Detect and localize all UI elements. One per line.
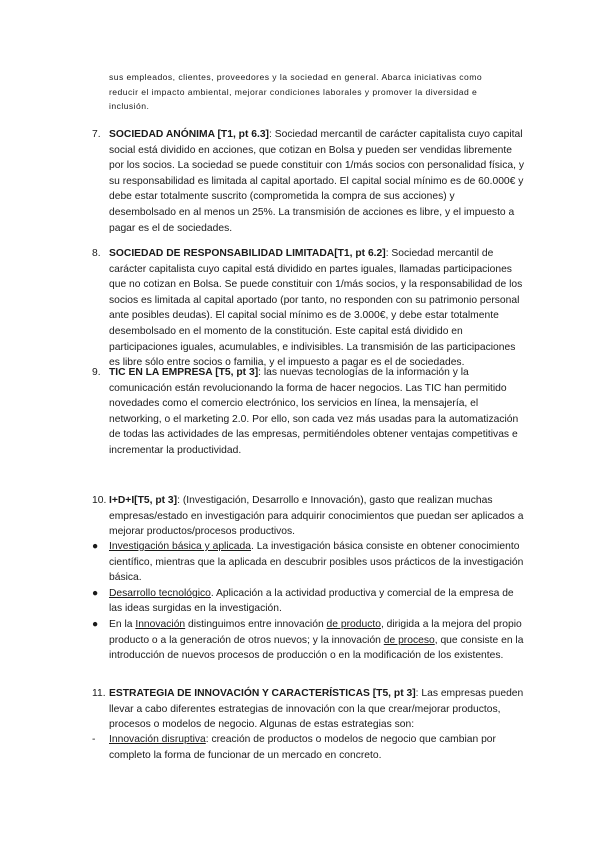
item-title: TIC EN LA EMPRESA [T5, pt 3] [109, 367, 259, 378]
bullet-underlined-term: de proceso [383, 634, 435, 646]
list-item-9 [92, 365, 524, 459]
dash-text: : creación de productos o modelos de negocio que cambian por completo la forma de funcionar de un mercado en concreto. [109, 734, 496, 761]
item-title: I+D+I[T5, pt 3] [109, 495, 178, 506]
bullet-icon: ● [92, 618, 99, 630]
list-item-11 [92, 686, 524, 733]
list-item-10 [92, 493, 524, 540]
item-number: 7. [92, 129, 101, 140]
bullet-text: . Aplicación a la actividad productiva y comercial de la empresa de las ideas surgidas en la investigación. [109, 587, 514, 615]
item-text: : Sociedad mercantil de carácter capitalista cuyo capital está dividido en partes iguales, llamadas participaciones que no cotizan en Bolsa. Se puede constituir con 1/más socios, y la responsabilidad de los socios es limitada al capital aportado (por tanto, no responden con su patrimonio personal ante posibles deudas). El capital social mínimo es de 3.000€, y debe estar totalmente desembolsado en el momento de la constitución. Este capital está dividido en participaciones iguales, acumulables, e indivisibles. La transmisión de las participaciones es libre sólo entre socios o familia, y el impuesto a pagar es el de sociedades. [109, 248, 523, 369]
dash-lead: Innovación disruptiva [109, 734, 206, 745]
item-title: SOCIEDAD DE RESPONSABILIDAD LIMITADA[T1, pt 6.2] [109, 248, 386, 259]
intro-line: sus empleados, clientes, proveedores y la sociedad en general. Abarca iniciativas como [109, 72, 483, 82]
item-number: 9. [92, 367, 101, 378]
bullet-item [92, 539, 524, 586]
list-item-7 [92, 127, 524, 236]
bullet-item [92, 617, 524, 664]
intro-line: inclusión. [109, 101, 150, 112]
bullet-underlined-term: de producto [326, 618, 381, 630]
item-text: : (Investigación, Desarrollo e Innovación), gasto que realizan muchas empresas/estado en investigación para adquirir conocimientos que puedan ser aplicados a mejorar productos/procesos productivos. [109, 495, 524, 538]
item-title: ESTRATEGIA DE INNOVACIÓN Y CARACTERÍSTICAS [T5, pt 3] [109, 688, 416, 699]
bullet-icon: ● [92, 541, 99, 552]
dash-marker: - [92, 734, 96, 745]
bullet-lead: Investigación básica y aplicada [109, 541, 251, 552]
item-number: 8. [92, 248, 101, 259]
item-text: : Sociedad mercantil de carácter capitalista cuyo capital social está dividido en acciones, que cotizan en Bolsa y pueden ser vendidas libremente por los socios. La sociedad se puede constituir con 1/más socios con personalidad física, y su responsabilidad es limitada al capital aportado. El capital social mínimo es de 60.000€ y debe estar totalmente suscrito (comprometida la compra de sus acciones) y desembolsado en al menos un 25%. La transmisión de acciones es libre, y el impuesto a pagar es el de sociedades. [109, 129, 524, 234]
intro-line: reducir el impacto ambiental, mejorar condiciones laborales y promover la diversidad e [109, 86, 478, 97]
item-number: 11. [92, 688, 106, 699]
bullet-icon: ● [92, 587, 99, 599]
item-text: : Las empresas pueden llevar a cabo diferentes estrategias de innovación con la que crear/mejorar productos, procesos o modelos de negocio. Algunas de estas estrategias son: [109, 688, 524, 731]
bullet-mid: distinguimos entre innovación [185, 618, 327, 630]
bullet-list [92, 539, 524, 664]
intro-paragraph [109, 70, 529, 114]
bullet-lead: Innovación [135, 618, 186, 630]
item-number: 10. [92, 495, 107, 506]
bullet-text: . La investigación básica consiste en obtener conocimiento científico, mientras que la aplicada en descubrir posibles usos prácticos de la investigación básica. [109, 541, 524, 584]
item-title: SOCIEDAD ANÓNIMA [T1, pt 6.3] [109, 129, 269, 140]
bullet-item [92, 586, 524, 617]
dash-item [92, 732, 524, 763]
bullet-text: , que consiste en la introducción de nuevos procesos de producción o en la modificación de los existentes. [109, 634, 524, 662]
item-text: : las nuevas tecnologías de la información y la comunicación están revolucionando la forma de hacer negocios. Las TIC han permitido novedades como el comercio electrónico, los servicios en línea, la mensajería, el networking, o el marketing 2.0. Por ello, son cada vez más usadas para la automatización de todas las actividades de las empresas, permitiéndoles obtener ventajas competitivas e incrementar la productividad. [109, 367, 519, 456]
bullet-mid: , dirigida a la mejora del propio producto o a la generación de otros nuevos; y la innovación [109, 618, 522, 646]
list-item-8 [92, 246, 524, 371]
bullet-pre: En la [109, 618, 136, 630]
bullet-lead: Desarrollo tecnológico [109, 587, 211, 599]
dash-list [92, 732, 524, 763]
